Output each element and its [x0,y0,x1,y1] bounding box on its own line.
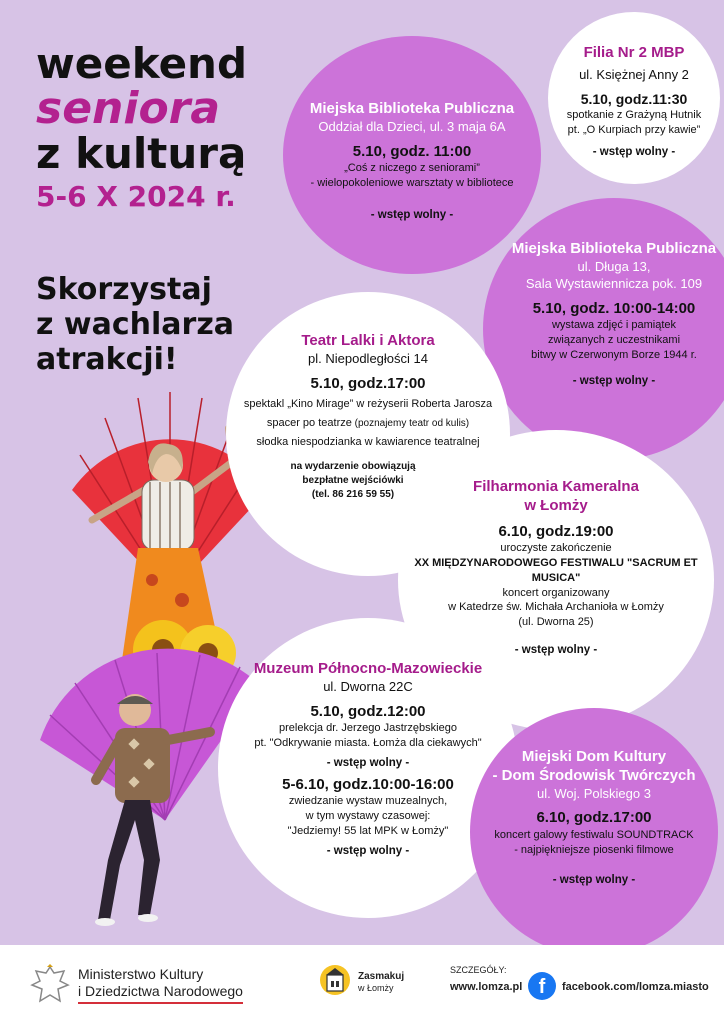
venue-name: Filia Nr 2 MBP [583,44,685,61]
event-time: 5.10, godz.12:00 [310,702,426,720]
event-description-aside: (poznajemy teatr od kulis) [351,417,470,429]
ticket-note-line: bezpłatne wejściówki [302,474,404,486]
event-description: „Coś z niczego z seniorami” [344,162,480,175]
event-description: - najpiękniejsze piosenki filmowe [514,843,674,856]
venue-name: Teatr Lalki i Aktora [301,332,435,349]
title-line-seniora: seniora [36,83,221,135]
event-description: koncert organizowany [502,586,610,599]
ticket-note-line: na wydarzenie obowiązują [290,460,416,472]
event-description: koncert galowy festiwalu SOUNDTRACK [494,828,694,841]
zasmakuj-emblem-icon [318,963,352,1001]
free-entry-label: - wstęp wolny - [370,208,454,221]
event-time: 5-6.10, godz.10:00-16:00 [282,775,454,793]
event-time: 5.10, godz. 11:00 [352,142,472,160]
event-description [226,416,510,431]
event-description: w tym wystawy czasowej: [305,810,431,823]
ministry-logo [30,963,243,1007]
ticket-phone: (tel. 86 216 59 55) [311,488,395,500]
venue-name: w Łomży [524,496,588,514]
tagline-line2: z wachlarza [36,307,235,343]
free-entry-label: - wstęp wolny - [326,844,410,857]
ministry-name [78,966,243,1005]
footer [0,945,724,1024]
event-description-main: spacer po teatrze [266,416,352,429]
festival-name: XX MIĘDZYNARODOWEGO FESTIWALU "SACRUM ET MUSICA" [414,556,698,584]
venue-name: - Dom Środowisk Twórczych [492,766,696,784]
zasmakuj-line1: Zasmakuj [358,970,405,982]
event-description: wystawa zdjęć i pamiątek [551,319,677,332]
event-time: 6.10, godz.19:00 [498,522,614,540]
free-entry-label: - wstęp wolny - [326,756,410,769]
venue-address: ul. Dworna 22C [323,678,413,694]
zasmakuj-line2: w Łomży [358,982,394,993]
venue-name: Miejska Biblioteka Publiczna [309,100,515,117]
venue-address: Sala Wystawiennicza pok. 109 [525,275,703,291]
facebook-link[interactable]: facebook.com/lomza.miasto [562,981,709,993]
event-time: 5.10, godz.11:30 [580,90,688,107]
event-time: 5.10, godz.17:00 [310,374,426,392]
event-description: pt. „O Kurpiach przy kawie” [567,123,701,136]
venue-address: pl. Niepodległości 14 [308,350,428,366]
ministry-name-line1: Ministerstwo Kultury [78,965,204,982]
event-description: słodka niespodzianka w kawiarence teatralnej [256,435,480,448]
free-entry-label: - wstęp wolny - [552,873,636,886]
event-description: bitwy w Czerwonym Borze 1944 r. [531,348,697,361]
venue-name: Miejski Dom Kultury [521,748,667,765]
event-description: związanych z uczestnikami [547,333,681,346]
title-line-z-kultura: z kulturą [36,129,247,179]
venue-address: ul. Księżnej Anny 2 [579,66,689,82]
ministry-name-line2: i Dziedzictwa Narodowego [78,982,243,999]
event-title [36,39,248,214]
event-description: w Katedrze św. Michała Archanioła w Łomży [448,601,664,614]
event-date: 5-6 X 2024 r. [36,180,236,214]
event-description: prelekcja dr. Jerzego Jastrzębskiego [279,722,457,735]
tagline [36,272,234,377]
venue-address: ul. Długa 13, [577,258,651,274]
free-entry-label: - wstęp wolny - [514,644,598,657]
details-label: SZCZEGÓŁY: [450,965,507,975]
event-description: "Jedziemy! 55 lat MPK w Łomży" [287,825,449,838]
event-circle-mbp-exhibition [483,198,724,460]
event-time: 5.10, godz. 10:00-14:00 [532,299,696,317]
event-description: zwiedzanie wystaw muzealnych, [288,795,448,808]
event-circle-filia-2 [548,12,720,184]
venue-name: Muzeum Północno-Mazowieckie [253,660,483,677]
tagline-line3: atrakcji! [36,342,178,378]
free-entry-label: - wstęp wolny - [592,145,676,158]
event-description: pt. "Odkrywanie miasta. Łomża dla ciekawych" [254,736,482,749]
event-description: - wielopokoleniowe warsztaty w bibliotece [310,176,514,189]
venue-address: Oddział dla Dzieci, ul. 3 maja 6A [318,118,506,134]
event-circle-mbp-children [283,36,541,274]
event-description: (ul. Dworna 25) [518,616,594,629]
website-link[interactable]: www.lomza.pl [450,981,523,993]
event-time: 6.10, godz.17:00 [536,809,652,827]
free-entry-label: - wstęp wolny - [572,374,656,387]
event-description: spotkanie z Grażyną Hutnik [566,108,702,121]
venue-address: ul. Woj. Polskiego 3 [537,785,651,801]
venue-name: Miejska Biblioteka Publiczna [511,240,717,257]
facebook-icon[interactable]: f [528,972,556,1000]
tagline-line1: Skorzystaj [36,272,212,307]
venue-name: Filharmonia Kameralna [473,478,639,495]
zasmakuj-text [358,971,404,994]
white-eagle-icon [30,963,70,1007]
event-circle-mdk [470,708,718,956]
event-description: uroczyste zakończenie [500,542,612,554]
title-line-weekend: weekend [36,39,248,88]
event-description: spektakl „Kino Mirage” w reżyserii Roberta Jarosza [243,398,493,411]
zasmakuj-logo [318,963,404,1001]
